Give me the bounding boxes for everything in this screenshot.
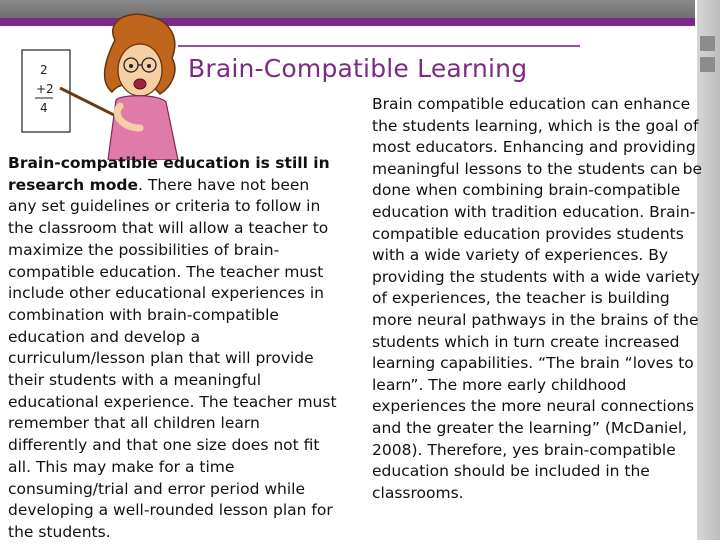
board-line-1: 2 — [40, 63, 48, 77]
mouth — [134, 79, 146, 89]
eye-right — [147, 64, 151, 68]
right-paragraph: Brain compatible education can enhance the students learning, which is the goal of most educators. Enhancing and providing meaningful lessons to the students can be done when combining brain-compatible education with tradition education. Brain-compatible education provides students with a wide variety of experiences. By providing the students with a wide variety of experiences, the teacher is building more neural pathways in the brains of the students which in turn create increased learning capabilities. “The brain “loves to learn”. The more early childhood experiences the more neural connections and the greater the learning” (McDaniel, 2008). Therefore, yes brain-compatible education should be included in the classrooms. — [372, 95, 702, 502]
left-paragraph — [8, 153, 338, 544]
board-line-2: +2 — [36, 82, 54, 96]
left-bold-lead: Brain-compatible education is still in research mode — [8, 154, 330, 194]
left-body-text: . There have not been any set guidelines or criteria to follow in the classroom that will allow a teacher to maximize the possibilities of brain-compatible education. The teacher must include other educational experiences in combination with brain-compatible education and develop a curriculum/lesson plan that will provide their students with a meaningful educational experience. The teacher must remember that all children learn differently and that one size does not fit all. This may make for a time consuming/trial and error period while developing a well-rounded lesson plan for the students. — [8, 175, 337, 541]
teacher-clipart — [20, 10, 185, 160]
slide-title: Brain-Compatible Learning — [188, 54, 528, 83]
strip-square — [700, 36, 715, 51]
eye-left — [129, 64, 133, 68]
title-rule — [178, 45, 580, 47]
strip-square — [700, 57, 715, 72]
board-line-3: 4 — [40, 101, 48, 115]
